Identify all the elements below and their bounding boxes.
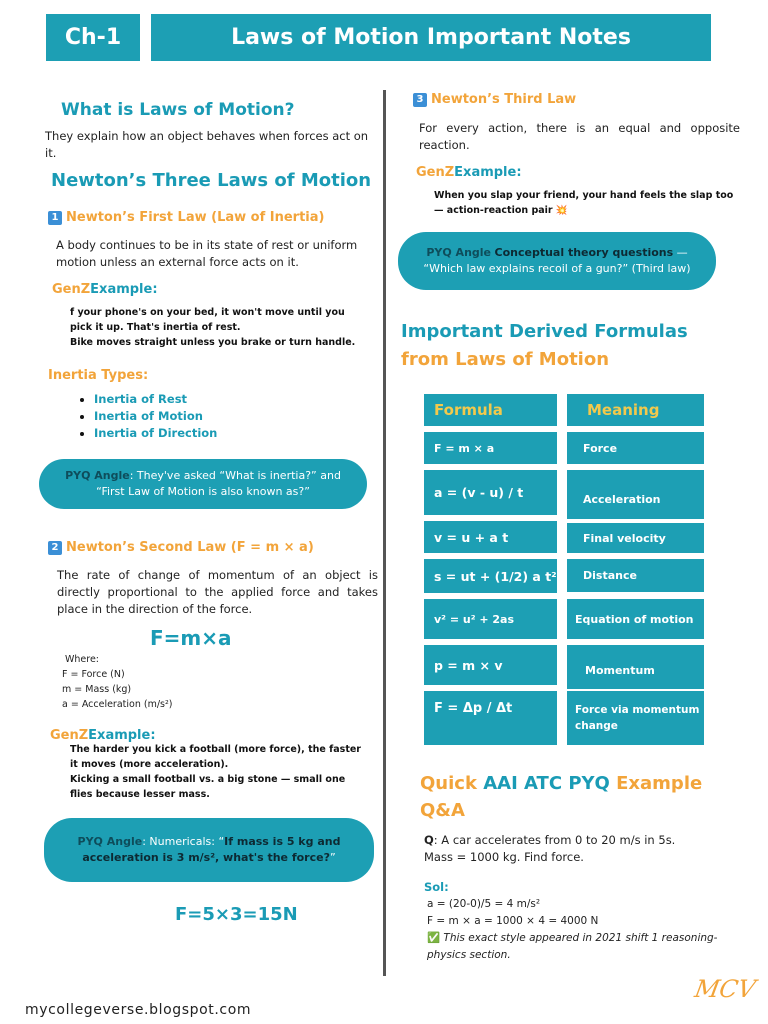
chapter-badge (46, 14, 140, 61)
table-row-meaning: Acceleration (567, 470, 704, 519)
pyq-label: PYQ Angle (65, 469, 130, 482)
law2-definitions (62, 652, 173, 712)
law1-example-1: f your phone's on your bed, it won't move until you pick it up. That's inertia of rest. (70, 307, 345, 333)
law3-genz-heading (416, 165, 522, 180)
table-row-meaning: Momentum (567, 645, 704, 689)
definition-item: m = Mass (kg) (62, 684, 132, 695)
genz-label: GenZ (50, 728, 89, 743)
solution-step: F = m × a = 1000 × 4 = 4000 N (427, 915, 599, 927)
question-line-1 (424, 832, 744, 849)
table-row-formula: p = m × v (424, 645, 557, 685)
chapter-label: Ch-1 (64, 25, 122, 50)
definition-item: a = Acceleration (m/s²) (62, 699, 173, 710)
law2-pyq-line-1 (78, 834, 341, 850)
table-header-formula (424, 394, 557, 426)
table-row-formula: F = m × a (424, 432, 557, 464)
law3-text: For every action, there is an equal and opposite reaction. (419, 121, 740, 152)
where-label: Where: (65, 654, 100, 665)
page-title: Laws of Motion Important Notes (231, 25, 631, 50)
qa-heading-part: Quick (420, 773, 484, 794)
law1-heading-text: Newton’s First Law (Law of Inertia) (66, 210, 325, 225)
law1-pyq-line-2: “First Law of Motion is also known as?” (96, 485, 310, 498)
law1-pyq-line-1 (65, 468, 341, 484)
inertia-types-heading: Inertia Types: (48, 368, 149, 383)
law3-pyq-line-2: “Which law explains recoil of a gun?” (Third law) (423, 262, 691, 275)
pyq-question: Conceptual theory questions (494, 246, 674, 259)
law3-heading-text: Newton’s Third Law (431, 92, 577, 107)
footer-url: mycollegeverse.blogspot.com (25, 1002, 252, 1018)
pyq-label: PYQ Angle (426, 246, 492, 259)
law3-pyq-callout (398, 232, 716, 290)
law3-heading (413, 92, 576, 107)
pyq-text: : They've asked “What is inertia?” and (129, 469, 341, 482)
inertia-type-item: • Inertia of Rest (94, 391, 217, 408)
pyq-label: PYQ Angle (77, 835, 143, 848)
solution (427, 896, 757, 964)
pyq-dash: — (673, 246, 688, 259)
genz-label: GenZ (416, 165, 455, 180)
three-laws-heading: Newton’s Three Laws of Motion (51, 170, 372, 191)
example-label: Example: (90, 282, 158, 297)
law2-pyq-callout (44, 818, 374, 882)
law2-heading (48, 540, 314, 555)
law1-heading (48, 210, 324, 225)
table-header-meaning (567, 394, 704, 426)
qa-heading-line-2: Q&A (420, 800, 465, 821)
law1-genz-heading (52, 282, 158, 297)
formulas-heading-line-1: Important Derived Formulas (401, 321, 688, 342)
law3-example-2: — action-reaction pair 💥 (434, 205, 568, 216)
inertia-type-item: • Inertia of Direction (94, 425, 217, 442)
table-row-meaning: Force via momentum change (567, 691, 704, 745)
pyq-close-quote: ” (329, 851, 336, 864)
table-row-formula: v² = u² + 2as (424, 599, 557, 639)
note-text: This exact style appeared in 2021 shift 1 reasoning- (443, 932, 718, 944)
q-label: Q (424, 833, 434, 847)
law1-text: A body continues to be in its state of rest or uniform motion unless an external force acts on it. (56, 238, 358, 269)
law2-formula: F=m×a (150, 626, 232, 650)
table-row-formula: v = u + a t (424, 521, 557, 553)
table-row-formula: a = (v - u) / t (424, 470, 557, 515)
solution-note (427, 930, 757, 947)
table-row-meaning: Equation of motion (567, 599, 704, 639)
col-meaning-label: Meaning (587, 401, 660, 419)
law2-text: The rate of change of momentum of an object is directly proportional to the applied force and takes place in the direction of the force. (57, 568, 378, 616)
definition-item: F = Force (N) (62, 669, 125, 680)
question-line-2: Mass = 1000 kg. Find force. (424, 850, 584, 864)
inertia-types-list (46, 391, 217, 442)
law2-pyq-line-2 (82, 850, 335, 866)
law2-example-2: Kicking a small football vs. a big stone — small one flies because lesser mass. (70, 774, 346, 800)
question (424, 832, 744, 866)
check-icon: ✅ (427, 932, 441, 944)
what-text: They explain how an object behaves when forces act on it. (45, 129, 369, 160)
law1-number-badge: 1 (48, 211, 62, 225)
solution-step: a = (20-0)/5 = 4 m/s² (427, 898, 541, 910)
example-label: Example: (454, 165, 522, 180)
table-row-meaning: Final velocity (567, 523, 704, 553)
table-row-meaning: Distance (567, 559, 704, 592)
col-formula-label: Formula (434, 401, 503, 419)
q-text: : A car accelerates from 0 to 20 m/s in 5s. (433, 833, 676, 847)
table-row-formula: s = ut + (1/2) a t² (424, 559, 557, 593)
table-row-meaning: Force (567, 432, 704, 464)
solution-note: physics section. (427, 949, 511, 961)
law2-heading-text: Newton’s Second Law (F = m × a) (66, 540, 314, 555)
law2-answer: F=5×3=15N (175, 904, 298, 925)
law2-example-1: The harder you kick a football (more force), the faster it moves (more acceleration). (70, 744, 361, 770)
formulas-heading-line-2: from Laws of Motion (401, 349, 610, 370)
sol-label: Sol: (424, 880, 449, 894)
pyq-text: : Numericals: “ (142, 835, 225, 848)
what-heading: What is Laws of Motion? (61, 100, 295, 120)
law2-genz-heading (50, 728, 156, 743)
law3-number-badge: 3 (413, 93, 427, 107)
law2-number-badge: 2 (48, 541, 62, 555)
law3-example-1: When you slap your friend, your hand feels the slap too (434, 190, 734, 201)
pyq-question: acceleration is 3 m/s², what's the force? (82, 851, 330, 864)
law3-pyq-line-1 (426, 245, 687, 261)
qa-heading-part: Example (609, 773, 703, 794)
genz-label: GenZ (52, 282, 91, 297)
column-divider (383, 90, 386, 976)
example-label: Example: (88, 728, 156, 743)
law1-pyq-callout (39, 459, 367, 509)
signature-logo: MCV (692, 975, 758, 1003)
qa-heading-line-1 (420, 773, 702, 794)
table-row-formula: F = Δp / Δt (424, 691, 557, 745)
qa-heading-part: AAI ATC PYQ (483, 773, 610, 794)
law1-example-2: Bike moves straight unless you brake or turn handle. (70, 337, 356, 348)
inertia-type-item: • Inertia of Motion (94, 408, 217, 425)
title-banner (151, 14, 711, 61)
pyq-question: If mass is 5 kg and (224, 835, 341, 848)
